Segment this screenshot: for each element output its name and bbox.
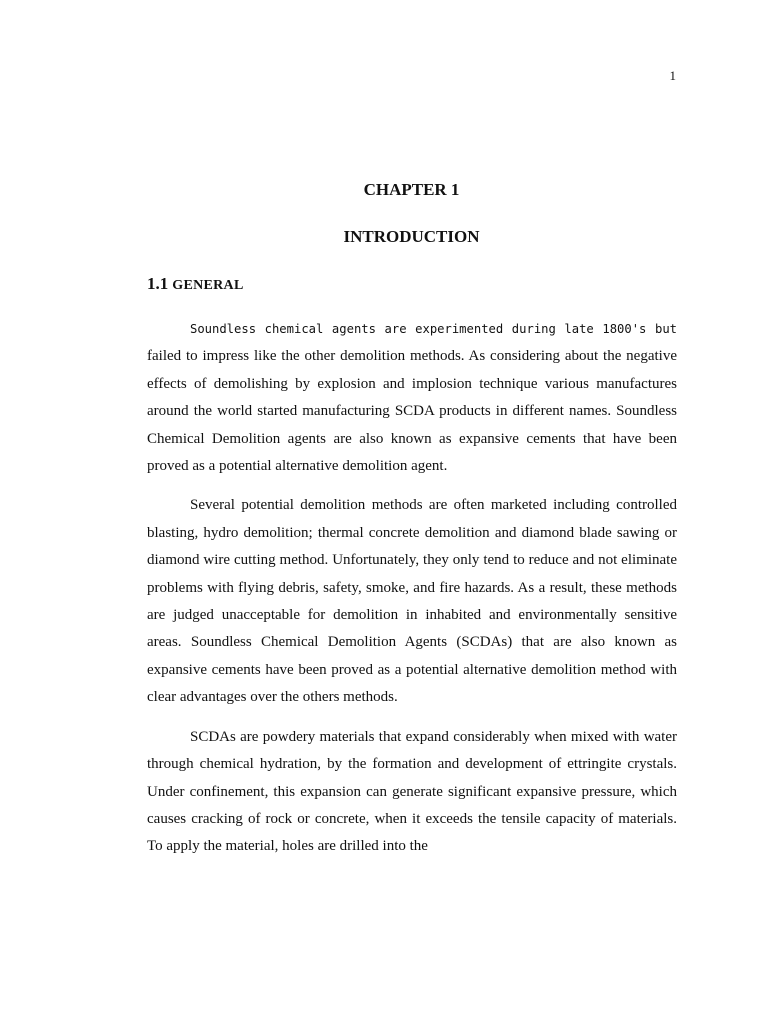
- chapter-title: INTRODUCTION: [343, 227, 480, 246]
- section-title: GENERAL: [172, 278, 244, 293]
- paragraph-2: [147, 492, 677, 711]
- page-number: 1: [669, 68, 676, 83]
- paragraph-3-text: SCDAs are powdery materials that expand considerably when mixed with water through chemical hydration, by the formation and development of ettringite crystals. Under confinement, this expansion can generate significant expansive pressure, which causes cracking of rock or concrete, when it exceeds the tensile capacity of materials. To apply the material, holes are drilled into the: [147, 728, 677, 855]
- paragraph-1: [147, 316, 677, 480]
- paragraph-1-rest: failed to impress like the other demolition methods. As considering about the negative effects of demolishing by explosion and implosion technique various manufactures around the world started manufacturing SCDA products in different names. Soundless Chemical Demolition agents are also known as expansive cements that have been proved as a potential alternative demolition agent.: [147, 348, 677, 475]
- paragraph-1-first-run: Soundless chemical agents are experimented during late 1800's but: [190, 322, 677, 336]
- paragraph-2-text: Several potential demolition methods are often marketed including controlled blasting, hydro demolition; thermal concrete demolition and diamond blade sawing or diamond wire cutting method. Unfortunately, they only tend to reduce and not eliminate problems with flying debris, safety, smoke, and fire hazards. As a result, these methods are judged unacceptable for demolition in inhabited and environmentally sensitive areas. Soundless Chemical Demolition Agents (SCDAs) that are also known as expansive cements have been proved as a potential alternative demolition method with clear advantages over the others methods.: [147, 497, 677, 706]
- paragraph-3: [147, 724, 677, 861]
- body-text: [147, 316, 677, 873]
- section-heading: [147, 274, 244, 294]
- chapter-number: CHAPTER 1: [363, 180, 460, 199]
- section-number: 1.1: [147, 274, 169, 293]
